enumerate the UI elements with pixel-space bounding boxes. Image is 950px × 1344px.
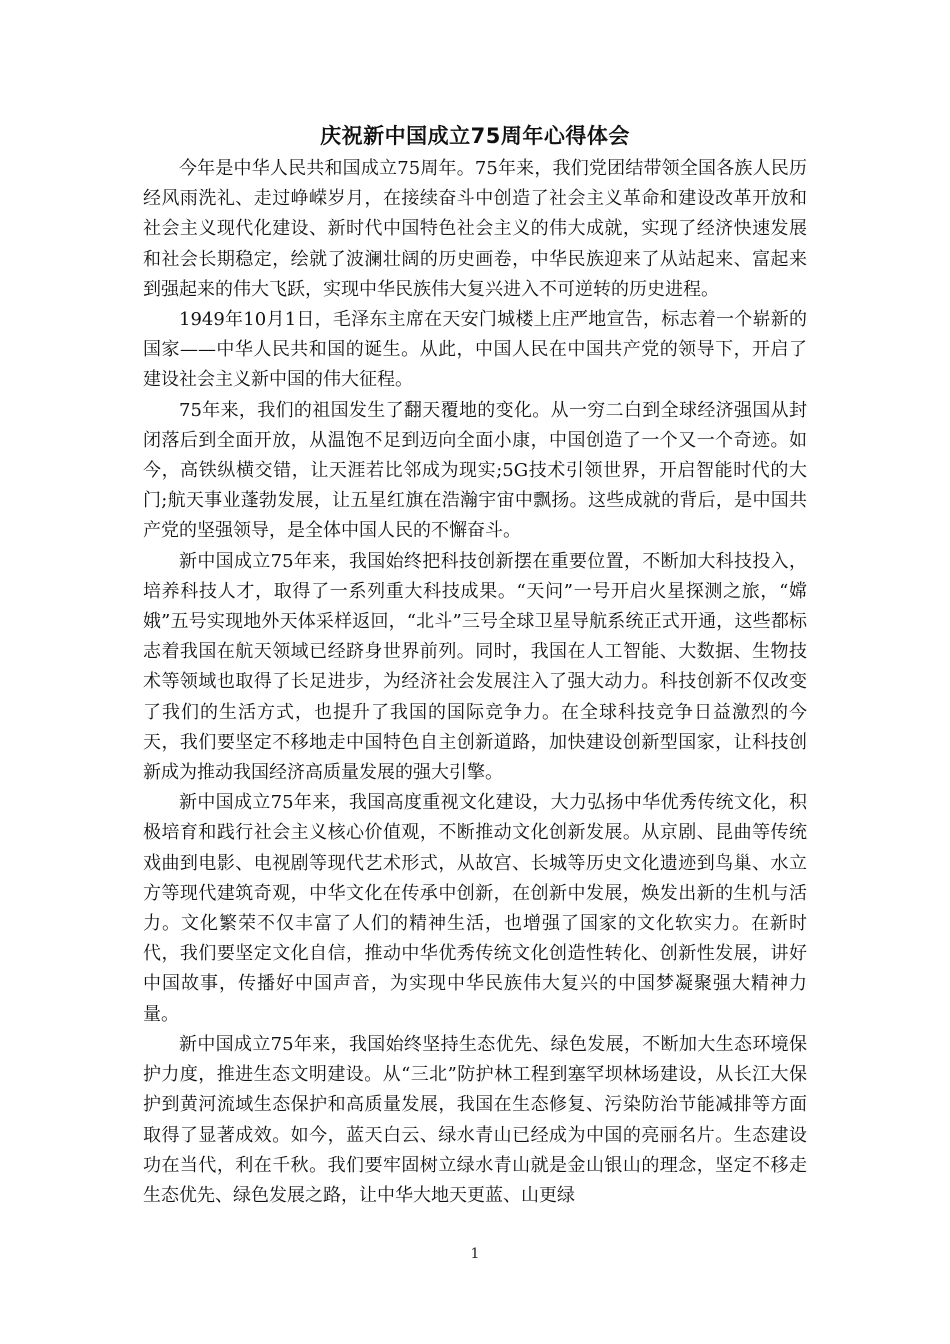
paragraph-intro: 今年是中华人民共和国成立75周年。75年来，我们党团结带领全国各族人民历经风雨洗礼、走过峥嵘岁月，在接续奋斗中创造了社会主义革命和建设改革开放和社会主义现代化建设、新时代中国特色社会主义的伟大成就，实现了经济快速发展和社会长期稳定，绘就了波澜壮阔的历史画卷，中华民族迎来了从站起来、富起来到强起来的伟大飞跃，实现中华民族伟大复兴进入不可逆转的历史进程。 <box>143 158 807 300</box>
paragraph-founding: 1949年10月1日，毛泽东主席在天安门城楼上庄严地宣告，标志着一个崭新的国家——中华人民共和国的诞生。从此，中国人民在中国共产党的领导下，开启了建设社会主义新中国的伟大征程。 <box>143 309 807 391</box>
paragraph-ecology: 新中国成立75年来，我国始终坚持生态优先、绿色发展，不断加大生态环境保护力度，推进生态文明建设。从“三北”防护林工程到塞罕坝林场建设，从长江大保护到黄河流域生态保护和高质量发展，我国在生态修复、污染防治节能减排等方面取得了显著成效。如今，蓝天白云、绿水青山已经成为中国的亮丽名片。生态建设功在当代，利在千秋。我们要牢固树立绿水青山就是金山银山的理念，坚定不移走生态优先、绿色发展之路，让中华大地天更蓝、山更绿 <box>143 1033 807 1206</box>
paragraph-technology: 新中国成立75年来，我国始终把科技创新摆在重要位置，不断加大科技投入，培养科技人才，取得了一系列重大科技成果。“天问”一号开启火星探测之旅，“嫦娥”五号实现地外天体采样返回，“北斗”三号全球卫星导航系统正式开通，这些都标志着我国在航天领域已经跻身世界前列。同时，我国在人工智能、大数据、生物技术等领域也取得了长足进步，为经济社会发展注入了强大动力。科技创新不仅改变了我们的生活方式，也提升了我国的国际竞争力。在全球科技竞争日益激烈的今天，我们要坚定不移地走中国特色自主创新道路，加快建设创新型国家，让科技创新成为推动我国经济高质量发展的强大引擎。 <box>143 550 807 784</box>
page-number: 1 <box>470 1246 480 1262</box>
paragraph-culture: 新中国成立75年来，我国高度重视文化建设，大力弘扬中华优秀传统文化，积极培育和践行社会主义核心价值观，不断推动文化创新发展。从京剧、昆曲等传统戏曲到电影、电视剧等现代艺术形式，从故宫、长城等历史文化遗迹到鸟巢、水立方等现代建筑奇观，中华文化在传承中创新，在创新中发展，焕发出新的生机与活力。文化繁荣不仅丰富了人们的精神生活，也增强了国家的文化软实力。在新时代，我们要坚定文化自信，推动中华优秀传统文化创造性转化、创新性发展，讲好中国故事，传播好中国声音，为实现中华民族伟大复兴的中国梦凝聚强大精神力量。 <box>143 792 807 1025</box>
document-body <box>143 154 807 1211</box>
paragraph-achievements: 75年来，我们的祖国发生了翻天覆地的变化。从一穷二白到全球经济强国从封闭落后到全面开放，从温饱不足到迈向全面小康，中国创造了一个又一个奇迹。如今，高铁纵横交错，让天涯若比邻成为现实;5G技术引领世界，开启智能时代的大门;航天事业蓬勃发展，让五星红旗在浩瀚宇宙中飘扬。这些成就的背后，是中国共产党的坚强领导，是全体中国人民的不懈奋斗。 <box>143 399 807 542</box>
document-title: 庆祝新中国成立75周年心得体会 <box>320 124 630 148</box>
